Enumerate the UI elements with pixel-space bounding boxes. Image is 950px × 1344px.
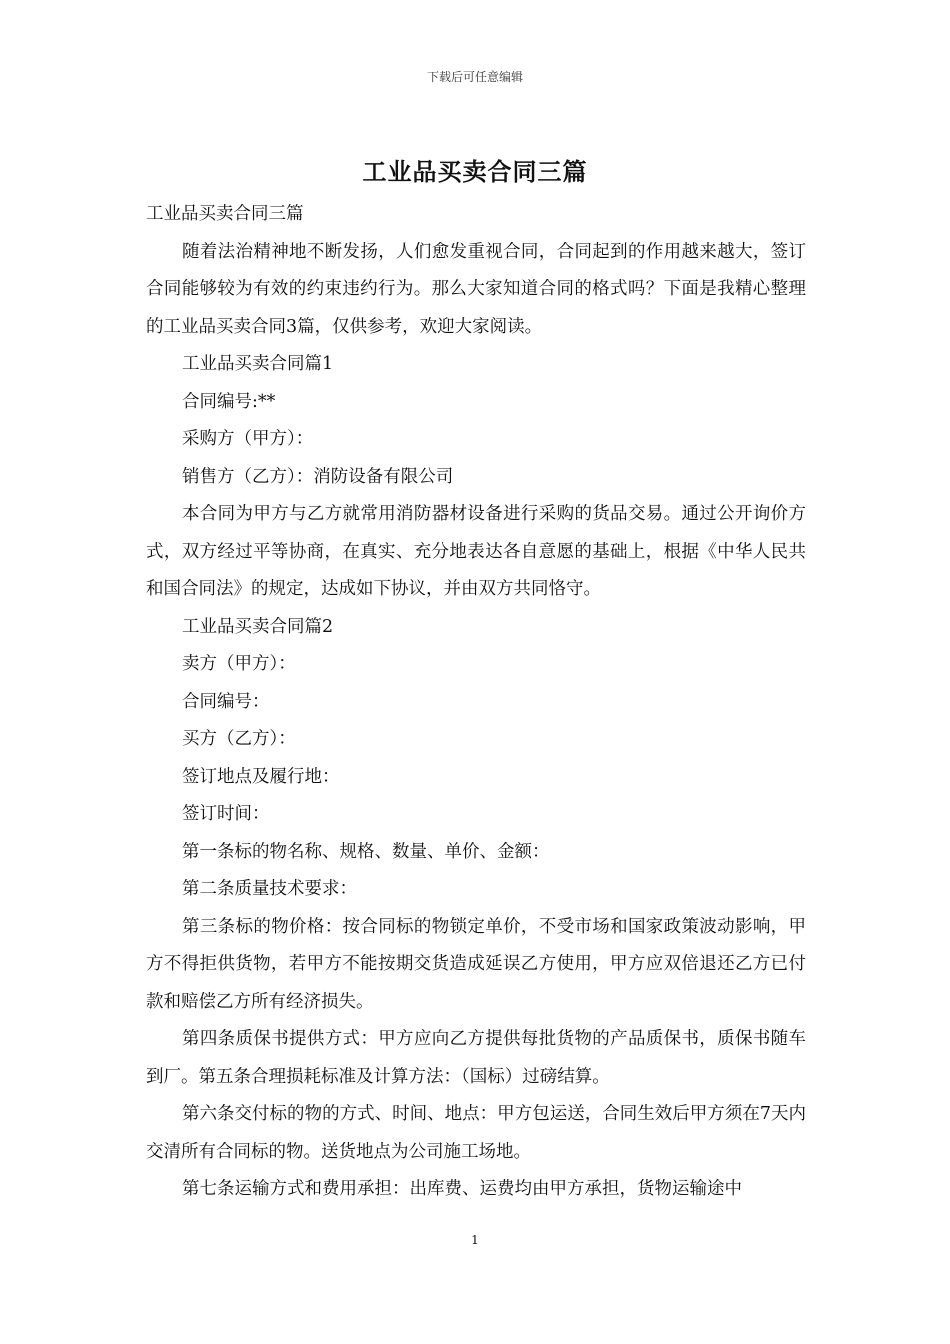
paragraph: 本合同为甲方与乙方就常用消防器材设备进行采购的货品交易。通过公开询价方式，双方经过平等协商，在真实、充分地表达各自意愿的基础上，根据《中华人民共和国合同法》的规定，达成如下协议，并由双方共同恪守。 (146, 504, 806, 599)
paragraph: 第二条质量技术要求： (182, 879, 357, 899)
paragraph: 第四条质保书提供方式：甲方应向乙方提供每批货物的产品质保书，质保书随车到厂。第五条合理损耗标准及计算方法：（国标）过磅结算。 (146, 1029, 806, 1087)
paragraph: 卖方（甲方）： (182, 654, 296, 674)
paragraph: 随着法治精神地不断发扬，人们愈发重视合同，合同起到的作用越来越大，签订合同能够较为有效的约束违约行为。那么大家知道合同的格式吗？下面是我精心整理的工业品买卖合同3篇，仅供参考，欢迎大家阅读。 (146, 241, 806, 337)
document-title: 工业品买卖合同三篇 (362, 157, 588, 186)
page-number: 1 (471, 1233, 479, 1247)
paragraph: 工业品买卖合同三篇 (146, 204, 304, 224)
header-note: 下载后可任意编辑 (426, 70, 523, 84)
paragraph: 工业品买卖合同篇1 (182, 354, 334, 374)
paragraph: 第六条交付标的物的方式、时间、地点：甲方包运送，合同生效后甲方须在7天内交清所有合同标的物。送货地点为公司施工场地。 (146, 1104, 806, 1162)
paragraph: 签订地点及履行地： (182, 766, 340, 787)
paragraph: 第三条标的物价格：按合同标的物锁定单价，不受市场和国家政策波动影响，甲方不得拒供货物，若甲方不能按期交货造成延误乙方使用，甲方应双倍退还乙方已付款和赔偿乙方所有经济损失。 (146, 916, 806, 1012)
paragraph: 销售方（乙方）：消防设备有限公司 (182, 466, 454, 487)
paragraph: 买方（乙方）： (182, 729, 296, 749)
paragraph: 合同编号:** (182, 391, 276, 412)
document-body (146, 196, 806, 1209)
paragraph: 第七条运输方式和费用承担：出库费、运费均由甲方承担，货物运输途中 (182, 1179, 742, 1199)
paragraph: 采购方（甲方）： (182, 429, 314, 449)
paragraph: 第一条标的物名称、规格、数量、单价、金额： (182, 841, 550, 862)
paragraph: 签订时间： (182, 804, 270, 824)
paragraph: 工业品买卖合同篇2 (182, 616, 334, 637)
paragraph: 合同编号： (182, 691, 270, 712)
